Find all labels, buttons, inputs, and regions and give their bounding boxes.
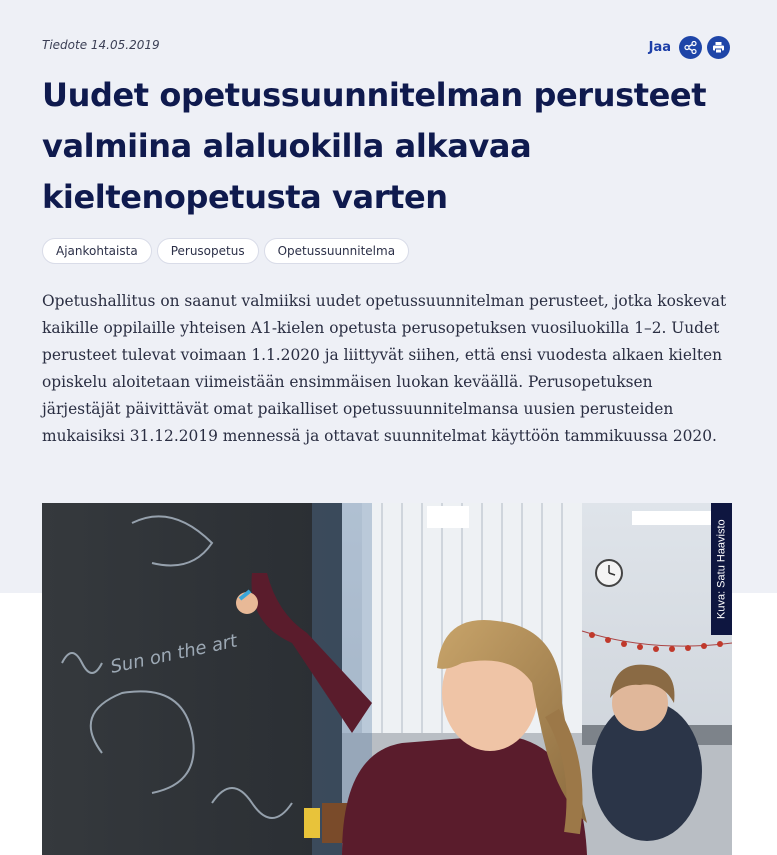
tag-list [42,238,409,264]
photo-credit: Kuva: Satu Haavisto [711,503,732,635]
share-button[interactable] [679,36,702,59]
print-icon [712,41,725,54]
release-date: Tiedote 14.05.2019 [42,38,160,52]
tag-perusopetus[interactable]: Perusopetus [157,238,259,264]
share-toolbar [649,36,730,59]
classroom-illustration [42,503,732,855]
tag-opetussuunnitelma[interactable]: Opetussuunnitelma [264,238,409,264]
print-button[interactable] [707,36,730,59]
share-label: Jaa [648,40,671,55]
page-title: Uudet opetussuunnitelman perusteet valmiina alaluokilla alkavaa kieltenopetusta varten [42,76,707,216]
hero-photo [42,503,732,855]
lead-paragraph: Opetushallitus on saanut valmiiksi uudet opetussuunnitelman perusteet, jotka koskevat kaikille oppilaille yhteisen A1-kielen opetusta perusopetuksen vuosiluokilla 1–2. Uudet perusteet tulevat voimaan 1.1.2020 ja liittyvät siihen, että ensi vuodesta alkaen kielten opiskelu aloitetaan viimeistään ensimmäisen luokan keväällä. Perusopetuksen järjestäjät päivittävät omat paikalliset opetussuunnitelmansa uusien perusteiden mukaisiksi 31.12.2019 mennessä ja ottavat suunnitelmat käyttöön tammikuussa 2020. [42,292,727,445]
share-icon [684,41,697,54]
tag-ajankohtaista[interactable]: Ajankohtaista [42,238,152,264]
chalk-text: Sun on the art [108,630,240,678]
